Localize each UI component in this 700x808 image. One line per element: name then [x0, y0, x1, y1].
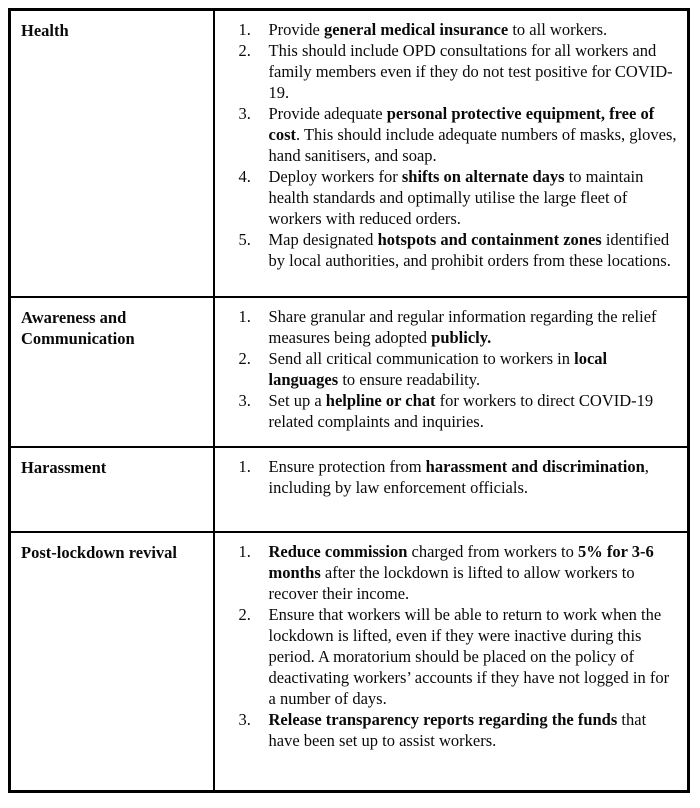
requirements-table — [8, 8, 690, 793]
list-item — [215, 390, 678, 432]
text-segment: to ensure readability. — [338, 369, 481, 389]
requirements-list — [215, 456, 678, 498]
list-item — [215, 541, 678, 604]
bold-text-segment: shifts on alternate days — [401, 167, 565, 186]
table-row — [10, 532, 689, 792]
list-item — [215, 306, 678, 348]
list-item — [215, 604, 678, 709]
category-label: Harassment — [21, 457, 107, 477]
bold-text-segment: publicly. — [431, 327, 492, 347]
text-segment: Provide adequate — [268, 104, 387, 123]
bold-text-segment: Reduce commission — [268, 541, 408, 561]
table-row — [10, 447, 689, 532]
text-segment: Provide — [268, 20, 324, 39]
bold-text-segment: harassment and discrimination — [425, 456, 645, 476]
requirements-cell — [214, 297, 689, 447]
table-row — [10, 10, 689, 297]
list-item — [215, 166, 678, 229]
text-segment: Share granular and regular information regarding the relief measures being adopted — [268, 306, 657, 347]
bold-text-segment: 5% for 3-6 months — [268, 541, 654, 582]
requirements-list — [215, 19, 678, 271]
requirements-list — [215, 306, 678, 432]
list-item — [215, 348, 678, 390]
bold-text-segment: general medical insurance — [323, 20, 509, 39]
requirements-cell — [214, 10, 689, 297]
text-segment: Deploy workers for — [268, 167, 402, 186]
bold-text-segment: hotspots and containment zones — [377, 230, 602, 249]
text-segment: Ensure protection from — [268, 456, 426, 476]
text-segment: Send all critical communication to workers in — [268, 348, 575, 368]
bold-text-segment: Release transparency reports regarding the funds — [268, 709, 618, 729]
text-segment: to all workers. — [508, 20, 608, 39]
requirements-table-body — [10, 10, 689, 792]
category-cell — [10, 532, 214, 792]
requirements-cell — [214, 532, 689, 792]
text-segment: Map designated — [268, 230, 378, 249]
list-item — [215, 456, 678, 498]
list-item — [215, 103, 678, 166]
text-segment: Set up a — [268, 390, 326, 410]
list-item — [215, 709, 678, 751]
bold-text-segment: local languages — [268, 348, 608, 389]
requirements-cell — [214, 447, 689, 532]
text-segment: for workers to direct COVID-19 related complaints and inquiries. — [268, 390, 654, 431]
category-label: Health — [21, 21, 69, 40]
category-label: Post-lockdown revival — [21, 542, 177, 562]
category-cell — [10, 447, 214, 532]
text-segment: charged from workers to — [407, 541, 578, 561]
table-row — [10, 297, 689, 447]
text-segment: Ensure that workers will be able to return to work when the lockdown is lifted, even if they were inactive during this period. A moratorium should be placed on the policy of deactivating workers’ accounts if they have not logged in for a number of days. — [268, 604, 670, 708]
text-segment: , including by law enforcement officials. — [268, 456, 649, 497]
text-segment: to maintain health standards and optimally utilise the large fleet of workers with reduced orders. — [268, 167, 644, 228]
list-item — [215, 40, 678, 103]
requirements-list — [215, 541, 678, 751]
bold-text-segment: personal protective equipment, free of cost — [268, 104, 655, 144]
category-label: Awareness and Communication — [21, 307, 135, 348]
category-cell — [10, 10, 214, 297]
bold-text-segment: helpline or chat — [325, 390, 436, 410]
list-item — [215, 19, 678, 40]
text-segment: that have been set up to assist workers. — [268, 709, 647, 750]
text-segment: identified by local authorities, and prohibit orders from these locations. — [268, 230, 671, 270]
list-item — [215, 229, 678, 271]
text-segment: after the lockdown is lifted to allow workers to recover their income. — [268, 562, 635, 603]
category-cell — [10, 297, 214, 447]
text-segment: This should include OPD consultations for all workers and family members even if they do not test positive for COVID-19. — [268, 41, 673, 102]
text-segment: . This should include adequate numbers of masks, gloves, hand sanitisers, and soap. — [268, 125, 677, 165]
